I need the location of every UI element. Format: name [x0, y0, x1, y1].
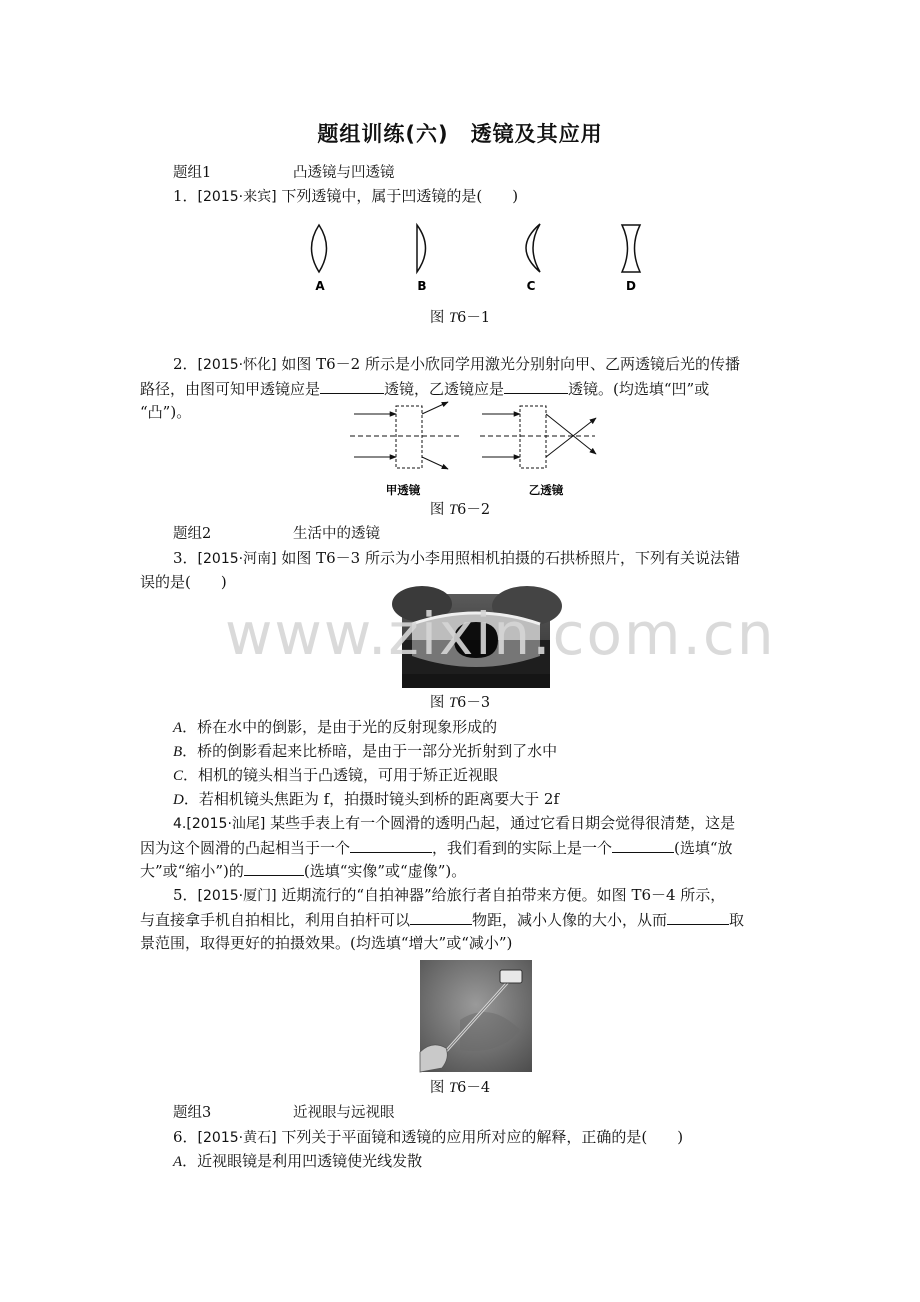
group-2-topic: 生活中的透镜 [293, 526, 380, 542]
question-3-line2: 误的是( ) [140, 573, 227, 591]
option-c[interactable]: C．相机的镜头相当于凸透镜，可用于矫正近视眼 [173, 766, 499, 784]
group-1-label: 题组1 [173, 165, 212, 181]
question-number: 3． [173, 549, 198, 567]
answer-blank[interactable] [244, 861, 304, 876]
question-2-line1: 2．[2015·怀化] 如图 T6－2 所示是小欣同学用激光分别射向甲、乙两透镜后光的传播 [173, 355, 740, 373]
ray-out [422, 402, 448, 414]
answer-blank[interactable] [612, 838, 674, 853]
group-1-topic: 凸透镜与凹透镜 [293, 165, 395, 181]
source-tag: [2015·来宾] [197, 189, 277, 205]
source-tag: [2015·河南] [197, 551, 277, 567]
source-tag: [2015·厦门] [197, 888, 277, 904]
lens-label-d: D [626, 279, 636, 293]
lens-box-yi [520, 406, 546, 468]
ray-out [422, 457, 448, 469]
question-3-line1: 3．[2015·河南] 如图 T6－3 所示为小李用照相机拍摄的石拱桥照片，下列有关说法错 [173, 549, 740, 567]
convex-lens-a [312, 225, 327, 272]
question-number: 6． [173, 1128, 198, 1146]
question-5-line3: 景范围，取得更好的拍摄效果。(均选填“增大”或“减小”) [140, 934, 513, 952]
laser-lens-figure-t6-2 [350, 400, 610, 500]
question-4-line1: 4.[2015·汕尾] 某些手表上有一个圆滑的透明凸起，通过它看日期会觉得很清楚，这是 [173, 814, 736, 832]
selfie-stick-photo [420, 960, 532, 1072]
question-6: 6．[2015·黄石] 下列关于平面镜和透镜的应用所对应的解释，正确的是( ) [173, 1128, 684, 1146]
answer-blank[interactable] [504, 379, 568, 394]
page-title: 题组训练(六) 透镜及其应用 [317, 122, 603, 146]
option-a[interactable]: A．桥在水中的倒影，是由于光的反射现象形成的 [173, 718, 498, 736]
question-number: 5． [173, 886, 198, 904]
answer-blank[interactable] [320, 379, 384, 394]
figure-caption-t6-1: 图 T6－1 [429, 310, 491, 326]
option-d[interactable]: D．若相机镜头焦距为 f，拍摄时镜头到桥的距离要大于 2f [173, 790, 560, 808]
figure-caption-t6-2: 图 T6－2 [429, 502, 491, 518]
ray-out [546, 418, 596, 457]
question-number: 1． [173, 187, 198, 205]
meniscus-lens-c [526, 224, 540, 272]
lens-label-b: B [417, 279, 427, 293]
source-tag: [2015·黄石] [197, 1130, 277, 1146]
figure-caption-t6-4: 图 T6－4 [429, 1080, 491, 1096]
lens-label-yi: 乙透镜 [528, 483, 564, 497]
question-4-line3: 大”或“缩小”)的 (选填“实像”或“虚像”)。 [140, 862, 467, 880]
figure-caption-t6-3: 图 T6－3 [429, 695, 491, 711]
answer-blank[interactable] [410, 910, 472, 925]
lens-label-jia: 甲透镜 [385, 483, 421, 497]
question-2-line3: “凸”)。 [140, 403, 192, 421]
lens-box-jia [396, 406, 422, 468]
option-a[interactable]: A．近视眼镜是利用凹透镜使光线发散 [173, 1152, 423, 1170]
option-b[interactable]: B．桥的倒影看起来比桥暗，是由于一部分光折射到了水中 [173, 742, 558, 760]
question-5-line2: 与直接拿手机自拍相比，利用自拍杆可以 物距，减小人像的大小，从而 取 [140, 911, 745, 929]
question-number: 2． [173, 355, 198, 373]
watermark: www.zixin.com.cn [225, 600, 776, 668]
answer-blank[interactable] [350, 838, 432, 853]
question-text: 下列透镜中，属于凹透镜的是( ) [281, 187, 519, 205]
group-3-label: 题组3 [173, 1105, 212, 1121]
question-2-line2: 路径，由图可知甲透镜应是 透镜，乙透镜应是 透镜。(均选填“凹”或 [140, 380, 710, 398]
source-tag: [2015·怀化] [197, 357, 277, 373]
lens-figure-t6-1 [300, 220, 660, 300]
lens-label-c: C [526, 279, 536, 293]
answer-blank[interactable] [667, 910, 729, 925]
lens-label-a: A [315, 279, 325, 293]
question-1 [173, 186, 518, 207]
question-4-line2: 因为这个圆滑的凸起相当于一个 ，我们看到的实际上是一个 (选填“放 [140, 839, 733, 857]
plano-convex-lens-b [417, 225, 426, 272]
group-2-label: 题组2 [173, 526, 212, 542]
question-5-line1: 5．[2015·厦门] 近期流行的“自拍神器”给旅行者自拍带来方便。如图 T6－4 所示， [173, 886, 726, 904]
group-3-topic: 近视眼与远视眼 [293, 1105, 395, 1121]
concave-lens-d [622, 225, 640, 272]
ray-out [546, 414, 596, 454]
source-tag: 4.[2015·汕尾] [173, 816, 266, 832]
